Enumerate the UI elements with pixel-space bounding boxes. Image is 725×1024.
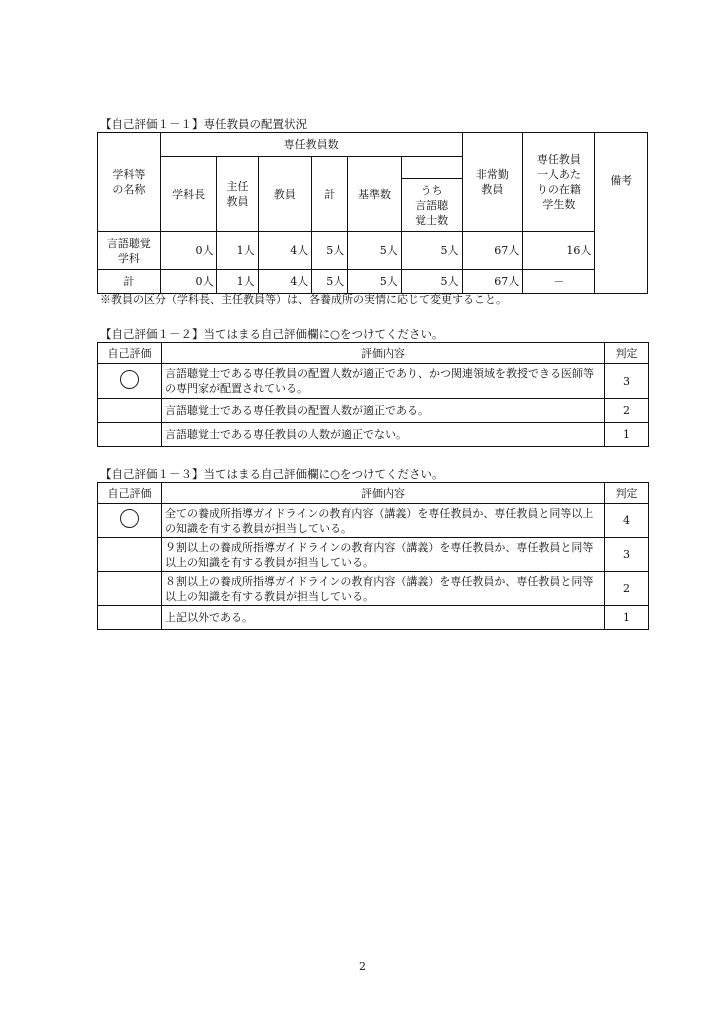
cell-standard: 5人	[348, 270, 402, 294]
cell-st: 5人	[401, 270, 462, 294]
header-st-spacer	[401, 157, 462, 179]
self-eval-cell[interactable]	[98, 538, 162, 572]
eval-content: 上記以外である。	[162, 606, 605, 630]
eval-content: 言語聴覚士である専任教員の配置人数が適正であり、かつ関連領域を教授できる医師等の専門家が配置されている。	[162, 364, 605, 399]
eval-content: 全ての養成所指導ガイドラインの教育内容（講義）を専任教員か、専任教員と同等以上の知識を有する教員が担当している。	[162, 504, 605, 538]
section1-note: ※教員の区分（学科長、主任教員等）は、各養成所の実情に応じて変更すること。	[100, 293, 507, 306]
cell-dean: 0人	[160, 270, 217, 294]
cell-per-student: 16人	[523, 232, 595, 270]
eval-score: 1	[605, 606, 649, 630]
header-content: 評価内容	[162, 343, 605, 364]
cell-per-student: －	[523, 270, 595, 294]
eval-score: 2	[605, 572, 649, 606]
self-eval-cell[interactable]	[98, 364, 162, 399]
table-row	[98, 572, 649, 606]
header-self: 自己評価	[98, 343, 162, 364]
table-row	[98, 423, 649, 447]
table-row	[98, 606, 649, 630]
self-eval-cell[interactable]	[98, 423, 162, 447]
header-fulltime-group: 専任教員数	[160, 133, 462, 157]
table-row	[98, 364, 649, 399]
header-judge: 判定	[605, 343, 649, 364]
table-row	[98, 399, 649, 423]
cell-total: 5人	[312, 270, 348, 294]
header-dean: 学科長	[160, 157, 217, 232]
header-self: 自己評価	[98, 483, 162, 504]
header-total: 計	[312, 157, 348, 232]
cell-parttime: 67人	[462, 270, 523, 294]
eval-table-1-3	[97, 482, 649, 630]
table-row	[98, 270, 648, 294]
row-name: 言語聴覚 学科	[98, 232, 161, 270]
cell-standard: 5人	[348, 232, 402, 270]
eval-score: 1	[605, 423, 649, 447]
self-eval-cell[interactable]	[98, 606, 162, 630]
header-standard: 基準数	[348, 157, 402, 232]
header-per-student: 専任教員 一人あた りの在籍 学生数	[523, 133, 595, 232]
cell-total: 5人	[312, 232, 348, 270]
header-chief: 主任 教員	[217, 157, 258, 232]
header-content: 評価内容	[162, 483, 605, 504]
cell-teacher: 4人	[258, 232, 312, 270]
cell-dean: 0人	[160, 232, 217, 270]
self-eval-cell[interactable]	[98, 504, 162, 538]
header-remarks: 備考	[595, 133, 648, 294]
header-st-among: うち 言語聴 覚士数	[401, 179, 462, 232]
section2-caption: 【自己評価１－２】当てはまる自己評価欄に○をつけてください。	[100, 327, 444, 341]
cell-chief: 1人	[217, 270, 258, 294]
self-eval-cell[interactable]	[98, 572, 162, 606]
eval-score: 3	[605, 364, 649, 399]
header-dept-name: 学科等 の名称	[98, 133, 161, 232]
page-number: 2	[359, 960, 366, 973]
header-judge: 判定	[605, 483, 649, 504]
table-row	[98, 232, 648, 270]
header-teacher: 教員	[258, 157, 312, 232]
self-eval-cell[interactable]	[98, 399, 162, 423]
eval-table-1-2	[97, 342, 649, 447]
eval-score: 3	[605, 538, 649, 572]
eval-content: 言語聴覚士である専任教員の人数が適正でない。	[162, 423, 605, 447]
table-row	[98, 504, 649, 538]
eval-content: ９割以上の養成所指導ガイドラインの教育内容（講義）を専任教員か、専任教員と同等以上の知識を有する教員が担当している。	[162, 538, 605, 572]
section1-caption: 【自己評価１－１】専任教員の配置状況	[100, 117, 307, 131]
eval-score: 4	[605, 504, 649, 538]
eval-score: 2	[605, 399, 649, 423]
section3-caption: 【自己評価１－３】当てはまる自己評価欄に○をつけてください。	[100, 467, 444, 481]
header-parttime: 非常勤 教員	[462, 133, 523, 232]
cell-teacher: 4人	[258, 270, 312, 294]
cell-parttime: 67人	[462, 232, 523, 270]
cell-chief: 1人	[217, 232, 258, 270]
table-row	[98, 538, 649, 572]
staff-table	[97, 132, 648, 294]
eval-content: ８割以上の養成所指導ガイドラインの教育内容（講義）を専任教員か、専任教員と同等以上の知識を有する教員が担当している。	[162, 572, 605, 606]
cell-st: 5人	[401, 232, 462, 270]
row-name: 計	[98, 270, 161, 294]
selected-circle-mark	[120, 370, 139, 389]
selected-circle-mark	[120, 509, 139, 528]
eval-content: 言語聴覚士である専任教員の配置人数が適正である。	[162, 399, 605, 423]
